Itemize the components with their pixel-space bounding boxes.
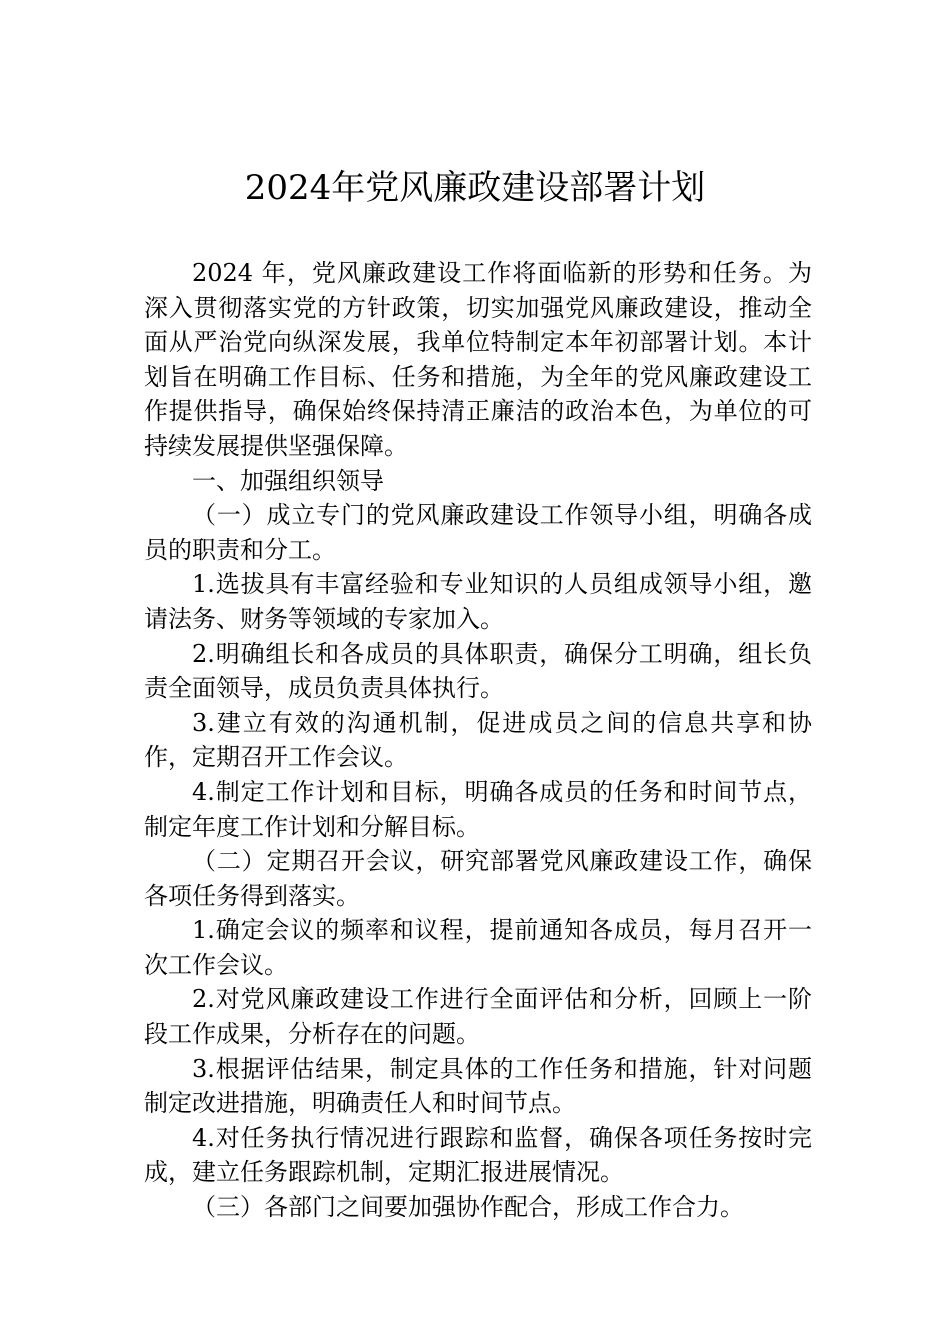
list-item: 4.制定工作计划和目标，明确各成员的任务和时间节点，制定年度工作计划和分解目标。 — [144, 777, 812, 841]
intro-paragraph: 2024 年，党风廉政建设工作将面临新的形势和任务。为深入贯彻落实党的方针政策，切实加强党风廉政建设，推动全面从严治党向纵深发展，我单位特制定本年初部署计划。本计划旨在明确工作目标、任务和措施，为全年的党风廉政建设工作提供指导，确保始终保持清正廉洁的政治本色，为单位的可持续发展提供坚强保障。 — [144, 259, 812, 460]
subsection-heading: （三）各部门之间要加强协作配合，形成工作合力。 — [192, 1193, 744, 1222]
document-body — [144, 256, 812, 1225]
list-item: 2.明确组长和各成员的具体职责，确保分工明确，组长负责全面领导，成员负责具体执行。 — [144, 639, 812, 703]
list-item: 1.确定会议的频率和议程，提前通知各成员，每月召开一次工作会议。 — [144, 916, 812, 979]
subsection-heading: （二）定期召开会议，研究部署党风廉政建设工作，确保各项任务得到落实。 — [144, 847, 812, 910]
list-item: 4.对任务执行情况进行跟踪和监督，确保各项任务按时完成，建立任务跟踪机制，定期汇报进展情况。 — [144, 1123, 812, 1187]
document-title: 2024年党风廉政建设部署计划 — [244, 168, 706, 208]
list-item: 3.建立有效的沟通机制，促进成员之间的信息共享和协作，定期召开工作会议。 — [144, 708, 812, 772]
subsection-heading: （一）成立专门的党风廉政建设工作领导小组，明确各成员的职责和分工。 — [144, 501, 812, 564]
list-item: 1.选拔具有丰富经验和专业知识的人员组成领导小组，邀请法务、财务等领域的专家加入。 — [144, 570, 812, 633]
list-item: 3.根据评估结果，制定具体的工作任务和措施，针对问题制定改进措施，明确责任人和时间节点。 — [144, 1054, 812, 1118]
list-item: 2.对党风廉政建设工作进行全面评估和分析，回顾上一阶段工作成果，分析存在的问题。 — [144, 985, 812, 1049]
section-heading: 一、加强组织领导 — [192, 466, 384, 495]
